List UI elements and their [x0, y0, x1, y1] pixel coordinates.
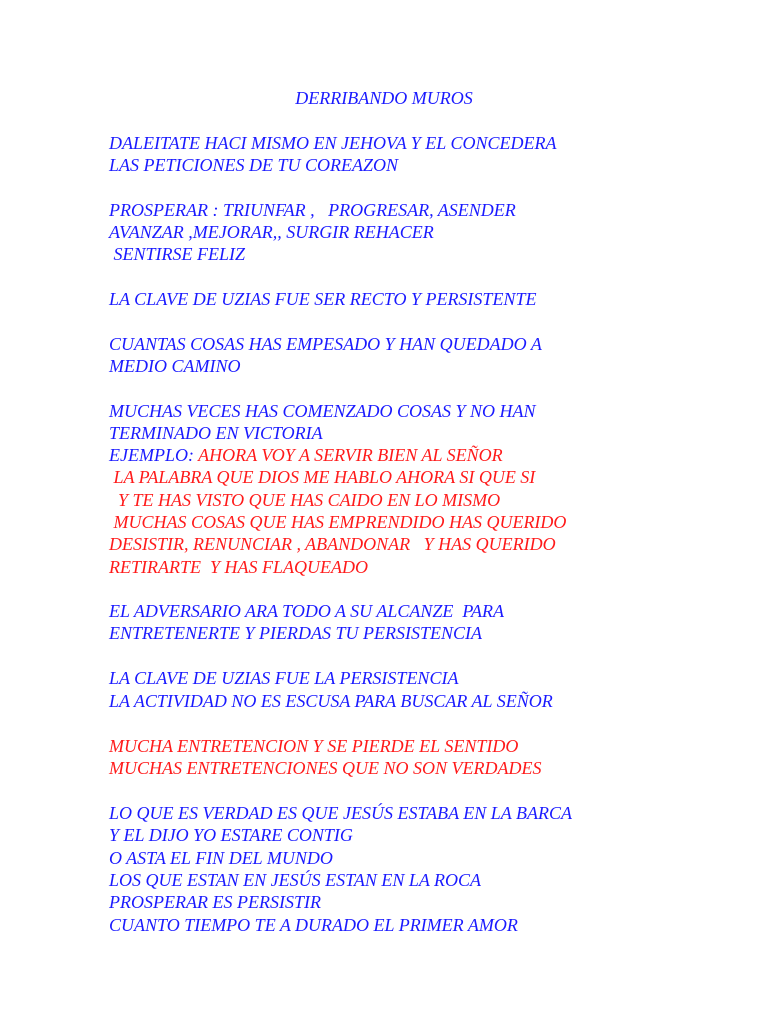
text-segment: AVANZAR ,MEJORAR,, SURGIR REHACER [109, 222, 434, 242]
text-line [109, 400, 536, 422]
text-segment: DALEITATE HACI MISMO EN JEHOVA Y EL CONCEDERA [109, 133, 557, 153]
text-segment: Y EL DIJO YO ESTARE CONTIG [109, 825, 353, 845]
text-line [109, 869, 481, 891]
text-line [109, 667, 458, 689]
document-title: DERRIBANDO MUROS [295, 88, 473, 108]
text-line [109, 690, 553, 712]
text-line [109, 333, 542, 355]
text-segment: CUANTO TIEMPO TE A DURADO EL PRIMER AMOR [109, 915, 518, 935]
text-line [109, 422, 323, 444]
text-segment: LO QUE ES VERDAD ES QUE JESÚS ESTABA EN LA BARCA [109, 803, 572, 823]
text-segment: LOS QUE ESTAN EN JESÚS ESTAN EN LA ROCA [109, 870, 482, 890]
text-line [109, 489, 500, 511]
text-line [109, 243, 245, 265]
text-segment: EL ADVERSARIO ARA TODO A SU ALCANZE PARA [109, 601, 505, 621]
text-segment: MUCHAS ENTRETENCIONES QUE NO SON VERDADES [109, 758, 542, 778]
text-segment: LA CLAVE DE UZIAS FUE SER RECTO Y PERSISTENTE [109, 289, 537, 309]
text-segment: ENTRETENERTE Y PIERDAS TU PERSISTENCIA [109, 623, 482, 643]
text-segment: AHORA VOY A SERVIR BIEN AL SEÑOR [198, 445, 503, 465]
text-line [109, 600, 504, 622]
text-line [109, 511, 566, 533]
text-line [109, 824, 353, 846]
text-segment: MEDIO CAMINO [109, 356, 241, 376]
text-line [109, 466, 535, 488]
text-segment: PROSPERAR ES PERSISTIR [109, 892, 321, 912]
text-line [109, 132, 556, 154]
text-segment: MUCHAS VECES HAS COMENZADO COSAS Y NO HAN [109, 401, 536, 421]
text-segment: RETIRARTE Y HAS FLAQUEADO [109, 557, 368, 577]
text-segment: PROSPERAR : TRIUNFAR , PROGRESAR, ASENDER [109, 200, 516, 220]
text-segment: LA CLAVE DE UZIAS FUE LA PERSISTENCIA [109, 668, 459, 688]
text-segment: LAS PETICIONES DE TU COREAZON [109, 155, 399, 175]
text-segment: MUCHAS COSAS QUE HAS EMPRENDIDO HAS QUERIDO [109, 512, 567, 532]
text-line [109, 735, 518, 757]
text-segment: O ASTA EL FIN DEL MUNDO [109, 848, 333, 868]
text-segment: Y TE HAS VISTO QUE HAS CAIDO EN LO MISMO [109, 490, 501, 510]
text-line [109, 622, 482, 644]
text-line [109, 847, 333, 869]
text-line [109, 914, 518, 936]
text-segment: MUCHA ENTRETENCION Y SE PIERDE EL SENTIDO [109, 736, 519, 756]
text-line [109, 199, 516, 221]
text-line [109, 444, 503, 466]
text-segment: DESISTIR, RENUNCIAR , ABANDONAR Y HAS QUERIDO [109, 534, 556, 554]
text-line [109, 154, 398, 176]
text-line [109, 891, 321, 913]
text-line [109, 802, 572, 824]
text-line [109, 533, 556, 555]
text-line [109, 355, 240, 377]
text-segment: LA PALABRA QUE DIOS ME HABLO AHORA SI QUE SI [109, 467, 536, 487]
text-segment: EJEMPLO: [109, 445, 199, 465]
text-segment: TERMINADO EN VICTORIA [109, 423, 323, 443]
text-line [109, 556, 368, 578]
text-segment: LA ACTIVIDAD NO ES ESCUSA PARA BUSCAR AL SEÑOR [109, 691, 553, 711]
text-line [109, 757, 541, 779]
text-line [109, 221, 434, 243]
text-segment: CUANTAS COSAS HAS EMPESADO Y HAN QUEDADO A [109, 334, 542, 354]
text-segment: SENTIRSE FELIZ [109, 244, 246, 264]
text-line [109, 288, 536, 310]
